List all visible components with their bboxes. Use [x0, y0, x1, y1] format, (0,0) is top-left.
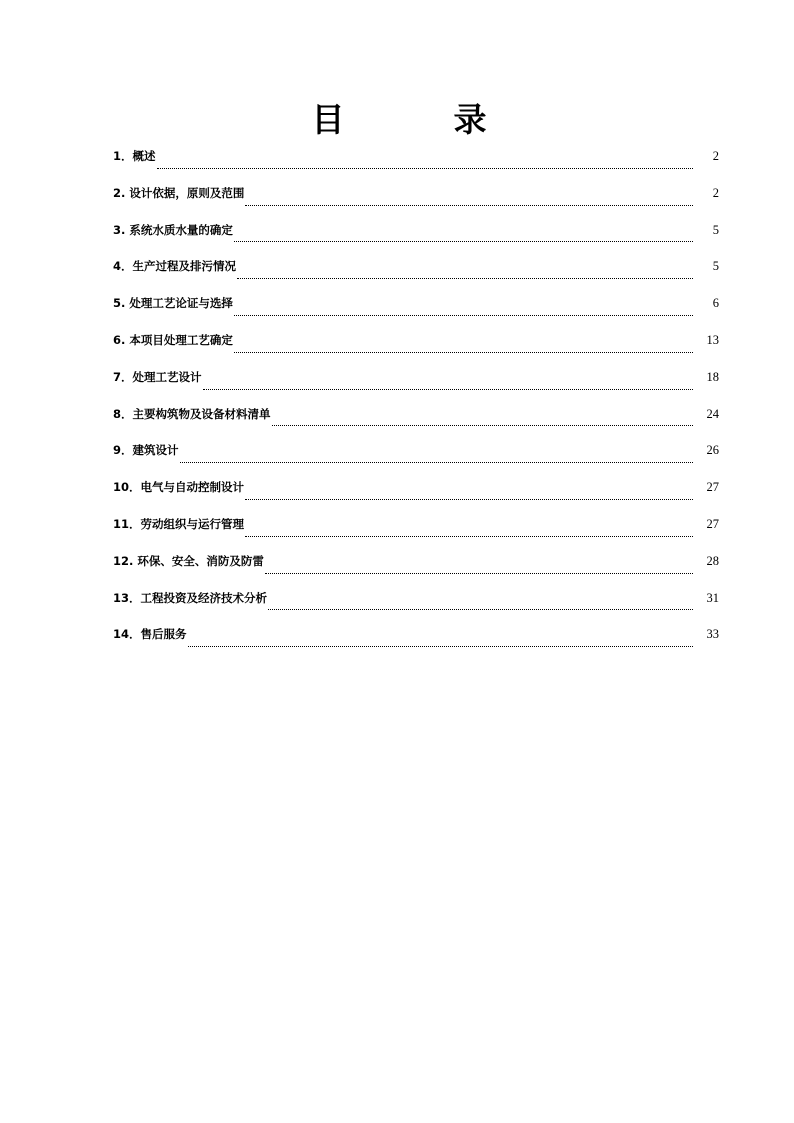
toc-entry-label: 2. 设计依据，原则及范围: [113, 185, 245, 200]
toc-dot-leader: [272, 425, 693, 426]
toc-entry[interactable]: [113, 551, 719, 588]
toc-dot-leader: [234, 352, 693, 353]
toc-entry-label: 12. 环保、安全、消防及防雷: [113, 553, 264, 568]
toc-entry[interactable]: [113, 404, 719, 441]
toc-entry[interactable]: [113, 330, 719, 367]
toc-dot-leader: [245, 499, 693, 500]
toc-entry[interactable]: [113, 256, 719, 293]
toc-entry-label: 5. 处理工艺论证与选择: [113, 296, 233, 311]
toc-page-number: 33: [706, 627, 719, 642]
toc-page-number: 24: [706, 406, 719, 421]
toc-page-number: 5: [712, 259, 719, 274]
toc-page-number: 27: [706, 480, 719, 495]
toc-entry-label: 11．劳动组织与运行管理: [113, 516, 245, 531]
toc-page-number: 6: [712, 296, 719, 311]
toc-page-number: 31: [706, 590, 719, 605]
toc-entry[interactable]: [113, 477, 719, 514]
toc-page-number: 18: [706, 369, 719, 384]
toc-entry[interactable]: [113, 440, 719, 477]
toc-entry[interactable]: [113, 183, 719, 220]
toc-entry-label: 4．生产过程及排污情况: [113, 259, 237, 274]
toc-entry-label: 13．工程投资及经济技术分析: [113, 590, 268, 605]
table-of-contents: [113, 146, 719, 661]
toc-entry[interactable]: [113, 146, 719, 183]
toc-dot-leader: [203, 389, 693, 390]
toc-entry-label: 14．售后服务: [113, 627, 187, 642]
toc-page-number: 26: [706, 443, 719, 458]
toc-dot-leader: [157, 168, 693, 169]
toc-dot-leader: [234, 241, 693, 242]
toc-dot-leader: [234, 315, 693, 316]
toc-entry-label: 10．电气与自动控制设计: [113, 480, 245, 495]
toc-page-number: 28: [706, 553, 719, 568]
toc-entry-label: 8．主要构筑物及设备材料清单: [113, 406, 271, 421]
toc-dot-leader: [180, 462, 693, 463]
toc-dot-leader: [188, 646, 693, 647]
toc-entry[interactable]: [113, 624, 719, 661]
toc-page-number: 27: [706, 516, 719, 531]
toc-entry[interactable]: [113, 514, 719, 551]
toc-dot-leader: [245, 205, 693, 206]
toc-entry[interactable]: [113, 588, 719, 625]
toc-entry-label: 9．建筑设计: [113, 443, 179, 458]
toc-entry-label: 3. 系统水质水量的确定: [113, 222, 233, 237]
toc-dot-leader: [265, 573, 693, 574]
toc-dot-leader: [237, 278, 693, 279]
toc-entry[interactable]: [113, 220, 719, 257]
toc-page-number: 2: [712, 149, 719, 163]
toc-entry[interactable]: [113, 367, 719, 404]
toc-entry-label: 7．处理工艺设计: [113, 369, 202, 384]
toc-page-number: 2: [712, 185, 719, 200]
toc-dot-leader: [245, 536, 693, 537]
toc-dot-leader: [268, 609, 693, 610]
toc-entry-label: 6. 本项目处理工艺确定: [113, 332, 233, 347]
toc-page-number: 13: [706, 332, 719, 347]
toc-entry[interactable]: [113, 293, 719, 330]
page-title: 目 录: [311, 100, 525, 139]
toc-entry-label: 1．概述: [113, 149, 156, 163]
toc-page-number: 5: [712, 222, 719, 237]
